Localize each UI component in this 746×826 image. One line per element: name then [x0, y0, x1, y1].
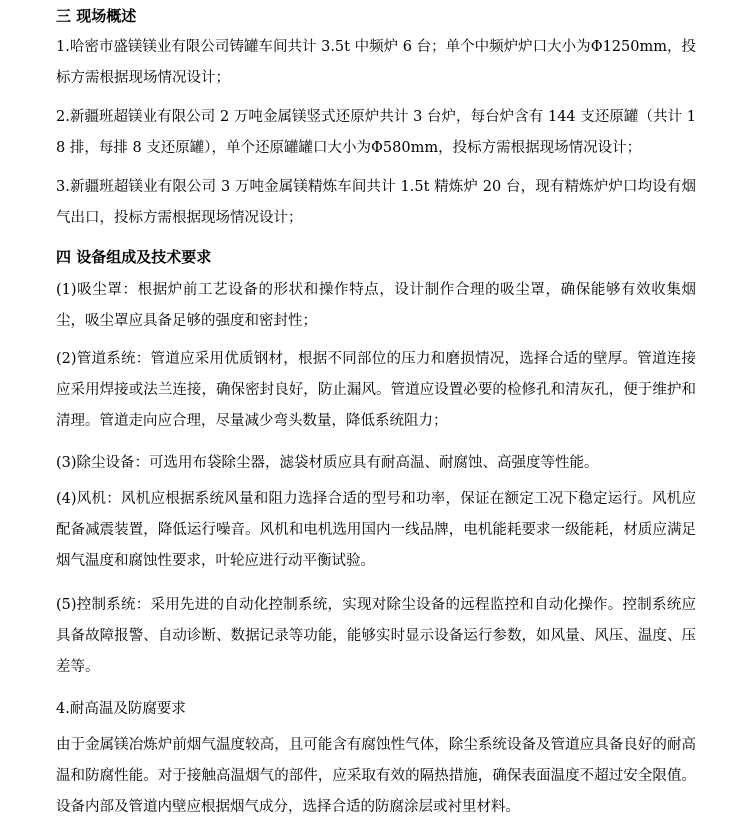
corrosion-paragraph: 由于金属镁冶炼炉前烟气温度较高，且可能含有腐蚀性气体，除尘系统设备及管道应具备良好的耐高温和防腐性能。对于接触高温烟气的部件，应采取有效的隔热措施，确保表面温度不超过安全限值。设备内部及管道内壁应根据烟气成分，选择合适的防腐涂层或衬里材料。	[56, 737, 696, 815]
section-heading-equipment: 四 设备组成及技术要求	[56, 248, 212, 266]
equipment-item-dust-hood: (1)吸尘罩：根据炉前工艺设备的形状和操作特点，设计制作合理的吸尘罩，确保能够有效收集烟尘，吸尘罩应具备足够的强度和密封性；	[56, 282, 696, 329]
section-heading-site-overview: 三 现场概述	[56, 7, 137, 25]
equipment-item-piping: (2)管道系统：管道应采用优质钢材，根据不同部位的压力和磨损情况，选择合适的壁厚。管道连接应采用焊接或法兰连接，确保密封良好，防止漏风。管道应设置必要的检修孔和清灰孔，便于维护和清理。管道走向应合理，尽量减少弯头数量，降低系统阻力；	[56, 351, 696, 429]
site-item-1: 1.哈密市盛镁镁业有限公司铸罐车间共计 3.5t 中频炉 6 台；单个中频炉炉口大小为Φ1250mm，投标方需根据现场情况设计；	[56, 39, 696, 86]
equipment-item-control-system: (5)控制系统：采用先进的自动化控制系统，实现对除尘设备的远程监控和自动化操作。控制系统应具备故障报警、自动诊断、数据记录等功能，能够实时显示设备运行参数，如风量、风压、温度、压差等。	[56, 597, 696, 675]
equipment-item-fan: (4)风机：风机应根据系统风量和阻力选择合适的型号和功率，保证在额定工况下稳定运行。风机应配备减震装置，降低运行噪音。风机和电机选用国内一线品牌，电机能耗要求一级能耗，材质应满足烟气温度和腐蚀性要求，叶轮应进行动平衡试验。	[56, 491, 696, 569]
site-item-3: 3.新疆班超镁业有限公司 3 万吨金属镁精炼车间共计 1.5t 精炼炉 20 台，现有精炼炉炉口均设有烟气出口，投标方需根据现场情况设计；	[56, 179, 696, 226]
site-item-2: 2.新疆班超镁业有限公司 2 万吨金属镁竖式还原炉共计 3 台炉，每台炉含有 144 支还原罐（共计 18 排，每排 8 支还原罐），单个还原罐罐口大小为Φ580mm，投标方需根据现场情况设计；	[56, 109, 696, 156]
equipment-item-dust-collector: (3)除尘设备：可选用布袋除尘器，滤袋材质应具有耐高温、耐腐蚀、高强度等性能。	[56, 455, 599, 471]
section-heading-corrosion: 4.耐高温及防腐要求	[56, 701, 186, 717]
